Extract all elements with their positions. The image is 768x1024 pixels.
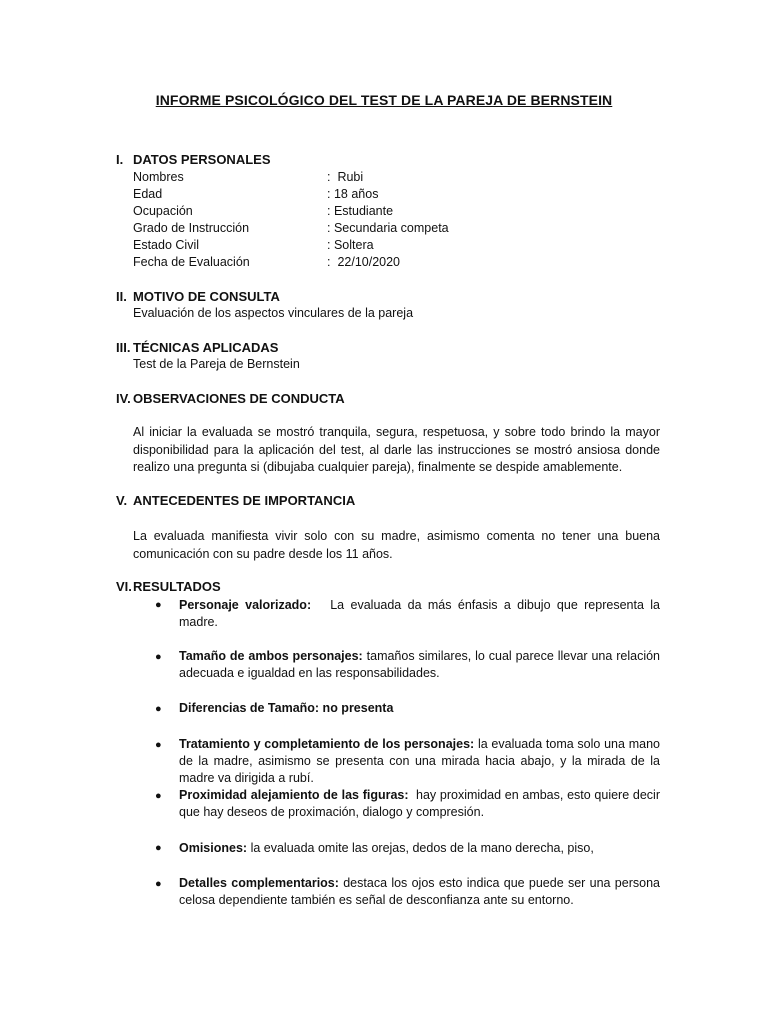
observaciones-paragraph xyxy=(133,424,660,477)
bullet-icon: ● xyxy=(155,842,162,854)
paragraph-line: realizo una pregunta si (dibujaba cualquier pareja), finalmente se despide amablemente. xyxy=(133,460,623,474)
bullet-icon: ● xyxy=(155,703,162,715)
section-title: RESULTADOS xyxy=(133,579,221,594)
field-label-estado-civil: Estado Civil xyxy=(133,238,199,252)
paragraph-line: madre. xyxy=(179,615,218,629)
result-item-text: tamaños similares, lo cual parece llevar una relación xyxy=(366,649,661,663)
field-value: 18 años xyxy=(333,187,379,201)
field-value: 22/10/2020 xyxy=(337,255,400,269)
bullet-icon: ● xyxy=(155,790,162,802)
result-item-detalles xyxy=(179,875,660,909)
result-item-text: La evaluada da más énfasis a dibujo que representa la xyxy=(330,598,660,612)
bullet-icon: ● xyxy=(155,878,162,890)
result-item-title: Proximidad alejamiento de las figuras: xyxy=(179,788,409,802)
result-item-title: Personaje valorizado: xyxy=(179,598,312,612)
section-heading-resultados xyxy=(116,579,221,594)
section-number: V. xyxy=(116,493,128,508)
result-item-omisiones xyxy=(179,840,660,857)
result-item-tamano xyxy=(179,648,660,682)
paragraph-line: comunicación con su padre desde los 11 años. xyxy=(133,546,393,561)
field-separator: : xyxy=(327,238,331,252)
result-item-text: hay proximidad en ambas, esto quiere decir xyxy=(416,788,660,802)
section-number: II. xyxy=(116,289,127,304)
result-item-text: destaca los ojos esto indica que puede ser una persona xyxy=(343,876,660,890)
document-title: INFORME PSICOLÓGICO DEL TEST DE LA PAREJA DE BERNSTEIN xyxy=(155,92,613,108)
field-value-estado-civil xyxy=(327,238,374,252)
result-item-title: Diferencias de Tamaño: no presenta xyxy=(179,701,394,715)
paragraph-line xyxy=(179,787,660,804)
field-separator: : xyxy=(327,204,331,218)
paragraph-line xyxy=(179,648,660,665)
antecedentes-paragraph xyxy=(133,528,660,563)
result-item-text: la evaluada toma solo una mano xyxy=(477,737,660,751)
result-item-text: la evaluada omite las orejas, dedos de la mano derecha, piso, xyxy=(250,841,594,855)
section-title: TÉCNICAS APLICADAS xyxy=(133,340,279,355)
result-item-personaje xyxy=(179,597,660,631)
field-label-grado: Grado de Instrucción xyxy=(133,221,250,235)
motivo-text: Evaluación de los aspectos vinculares de la pareja xyxy=(133,306,414,320)
section-number: III. xyxy=(116,340,131,355)
field-value: Secundaria competa xyxy=(333,221,449,235)
field-label-edad: Edad xyxy=(133,187,163,201)
field-label-fecha: Fecha de Evaluación xyxy=(133,255,250,269)
result-item-proximidad xyxy=(179,787,660,821)
field-value: Rubi xyxy=(337,170,364,184)
paragraph-line: de la madre, asimismo se presenta con una mirada hacia abajo, y la mirada de la xyxy=(179,754,660,768)
result-item-title: Omisiones: xyxy=(179,841,248,855)
paragraph-line: adecuada e igualdad en las responsabilidades. xyxy=(179,666,440,680)
section-heading-datos xyxy=(116,152,270,167)
section-number: I. xyxy=(116,152,124,167)
result-item-diferencias xyxy=(179,700,660,717)
paragraph-line: Al iniciar la evaluada se mostró tranquila, segura, respetuosa, y sobre todo brindo la mayor xyxy=(133,425,660,439)
field-separator: : xyxy=(327,187,331,201)
paragraph-line xyxy=(179,875,660,892)
paragraph-line: disponibilidad para la aplicación del test, al darle las instrucciones se mostró ansiosa donde xyxy=(133,442,660,457)
paragraph-line xyxy=(179,840,660,857)
paragraph-line xyxy=(179,597,660,614)
section-title: DATOS PERSONALES xyxy=(133,152,271,167)
field-label-nombres: Nombres xyxy=(133,170,184,184)
field-label-ocupacion: Ocupación xyxy=(133,204,193,218)
paragraph-line: madre va dirigida a rubí. xyxy=(179,771,314,785)
bullet-icon: ● xyxy=(155,599,162,611)
result-item-tratamiento xyxy=(179,736,660,787)
field-value: Estudiante xyxy=(333,204,394,218)
section-heading-observaciones xyxy=(116,391,345,406)
field-value-nombres xyxy=(327,170,363,184)
bullet-icon: ● xyxy=(155,651,162,663)
result-item-title: Tratamiento y completamiento de los personajes: xyxy=(179,737,475,751)
field-separator: : xyxy=(327,255,331,269)
paragraph-line xyxy=(179,700,660,717)
field-separator: : xyxy=(327,221,331,235)
tecnicas-text: Test de la Pareja de Bernstein xyxy=(133,357,300,371)
paragraph-line: La evaluada manifiesta vivir solo con su madre, asimismo comenta no tener una buena xyxy=(133,529,660,543)
section-title: ANTECEDENTES DE IMPORTANCIA xyxy=(133,493,356,508)
field-value-edad xyxy=(327,187,378,201)
section-title: MOTIVO DE CONSULTA xyxy=(133,289,280,304)
field-value-ocupacion xyxy=(327,204,393,218)
paragraph-line xyxy=(179,736,660,753)
field-value-grado xyxy=(327,221,449,235)
section-number: VI. xyxy=(116,579,132,594)
section-heading-motivo xyxy=(116,289,280,304)
section-number: IV. xyxy=(116,391,131,406)
field-separator: : xyxy=(327,170,331,184)
result-item-title: Detalles complementarios: xyxy=(179,876,339,890)
field-value-fecha xyxy=(327,255,400,269)
section-heading-tecnicas xyxy=(116,340,278,355)
section-title: OBSERVACIONES DE CONDUCTA xyxy=(133,391,345,406)
paragraph-line: celosa dependiente también es señal de desconfianza ante su entorno. xyxy=(179,893,574,907)
bullet-icon: ● xyxy=(155,739,162,751)
section-heading-antecedentes xyxy=(116,493,355,508)
field-value: Soltera xyxy=(333,238,374,252)
result-item-title: Tamaño de ambos personajes: xyxy=(179,649,363,663)
paragraph-line: que hay deseos de proximación, dialogo y compresión. xyxy=(179,805,485,819)
